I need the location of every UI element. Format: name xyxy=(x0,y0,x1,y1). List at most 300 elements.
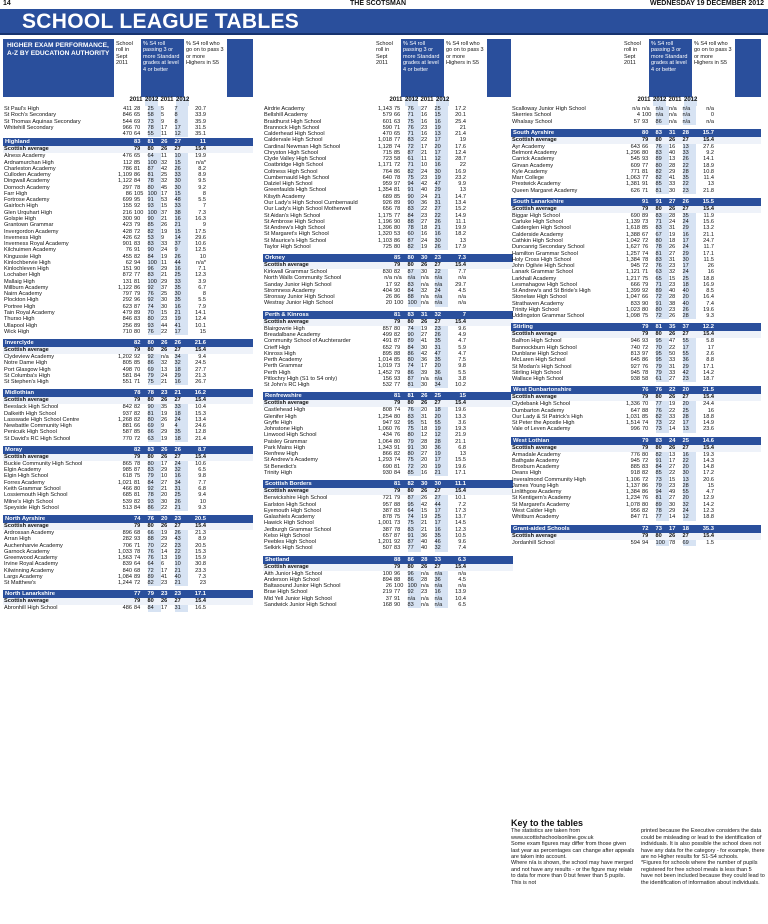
cell-value: 92 xyxy=(394,419,401,426)
cell-value: 1,244 xyxy=(118,580,132,587)
cell-value: 16 xyxy=(421,231,428,238)
school-name: South Lanarkshire xyxy=(513,198,564,205)
cell-value: 79 xyxy=(642,324,649,331)
cell-value: 92 xyxy=(642,288,649,295)
cell-value: 15 xyxy=(435,112,449,118)
cell-value: 80 xyxy=(407,488,414,495)
school-name: Farr High xyxy=(4,190,28,197)
cell-value: 86 xyxy=(148,505,162,511)
scottish-average-row xyxy=(511,445,761,452)
cell-value: 17.1 xyxy=(703,363,714,370)
cell-value: 813 xyxy=(630,350,640,357)
cell-value: 95 xyxy=(408,502,422,508)
cell-value: 97 xyxy=(394,181,401,188)
cell-value: 1,320 xyxy=(378,231,392,238)
cell-value: n/a xyxy=(435,275,449,281)
school-name: Skerries School xyxy=(512,112,552,119)
cell-value: n/a xyxy=(669,112,677,119)
authority-header-row xyxy=(3,339,253,347)
cell-value: 82 xyxy=(134,446,141,453)
school-name: Ullapool High xyxy=(4,322,38,329)
cell-value: 764 xyxy=(382,168,392,175)
cell-value: 770 xyxy=(122,435,132,442)
cell-value: 18 xyxy=(683,282,697,288)
cell-value: 92 xyxy=(148,354,162,360)
cell-value: 72 xyxy=(134,580,141,587)
cell-value: 93 xyxy=(148,323,162,329)
cell-value: 22 xyxy=(421,137,428,144)
school-name: St Columba's High xyxy=(4,372,51,379)
cell-value: 40 xyxy=(421,187,428,194)
cell-value: 78 xyxy=(408,225,422,231)
cell-value: 7.9 xyxy=(198,303,206,310)
cell-value: 1,175 xyxy=(378,212,392,219)
year-label: 2011 xyxy=(129,97,143,103)
cell-value: 16 xyxy=(175,216,189,222)
scottish-average-row xyxy=(263,400,513,407)
cell-value: 21 xyxy=(175,505,189,511)
school-name: Community School of Auchterarder xyxy=(264,338,351,345)
cell-value: 66 xyxy=(642,143,649,150)
cell-value: 87 xyxy=(394,338,401,345)
cell-value: 26 xyxy=(385,583,392,590)
cell-value: 31 xyxy=(435,345,449,351)
cell-value: 86 xyxy=(394,294,401,301)
cell-value: 1,201 xyxy=(378,539,392,546)
cell-value: 1,122 xyxy=(118,284,132,291)
cell-value: 71 xyxy=(134,542,141,549)
cell-value: 44 xyxy=(175,260,189,266)
cell-value: 7.3 xyxy=(198,573,206,580)
cell-value: n/a xyxy=(656,106,670,112)
cell-value: 1,254 xyxy=(378,413,392,420)
year-row xyxy=(263,97,513,106)
school-name: Newbattle Community High xyxy=(4,423,72,430)
cell-value: 300 xyxy=(122,215,132,222)
cell-value: 88 xyxy=(408,219,422,225)
cell-value: 44 xyxy=(435,502,449,508)
authority-header-row xyxy=(3,515,253,523)
cell-value: 10.5 xyxy=(455,532,466,539)
cell-value: 42 xyxy=(683,370,697,376)
cell-value: 75 xyxy=(394,514,401,521)
cell-value: 62 xyxy=(125,259,132,266)
cell-value: 8 xyxy=(175,119,189,125)
cell-value: 27 xyxy=(421,106,428,112)
cell-value: 35 xyxy=(435,338,449,344)
school-name: Ardrossan Academy xyxy=(4,530,55,537)
cell-value: 9 xyxy=(175,247,189,253)
cell-value: 13.9 xyxy=(455,589,466,596)
school-name: St Thomas Aquinas Secondary xyxy=(4,118,81,125)
cell-value: 24 xyxy=(161,247,168,254)
cell-value: 15.4 xyxy=(195,523,206,530)
cell-value: 19 xyxy=(175,316,189,322)
cell-value: 21 xyxy=(435,194,449,200)
cell-value: 26 xyxy=(161,598,168,605)
cell-value: 91 xyxy=(148,197,162,203)
cell-value: 28 xyxy=(683,414,697,420)
cell-value: 1,122 xyxy=(118,178,132,185)
cell-value xyxy=(374,564,394,571)
cell-value: 623 xyxy=(122,303,132,310)
cell-value: 26 xyxy=(161,146,168,153)
school-name: Stirling High School xyxy=(512,369,561,376)
cell-value: 9.8 xyxy=(198,473,206,480)
cell-value: 27 xyxy=(434,563,441,570)
cell-value: 31 xyxy=(421,413,428,420)
cell-value: 53 xyxy=(394,231,401,238)
cell-value: 18 xyxy=(421,225,428,232)
cell-value: 26 xyxy=(161,222,168,229)
cell-value: 24 xyxy=(683,244,697,250)
school-name: Invergordon Academy xyxy=(4,228,59,235)
cell-value: 1,381 xyxy=(626,181,640,188)
school-name: Aith Junior High School xyxy=(264,570,323,577)
header-highers: % S4 roll who go on to pass 3 or more Highers in S5 xyxy=(694,41,732,67)
cell-value: 17.5 xyxy=(195,228,206,235)
cell-value: 579 xyxy=(382,112,392,119)
cell-value: 100 xyxy=(148,210,162,216)
cell-value: 47 xyxy=(435,351,449,357)
school-name: Scottish average xyxy=(4,347,49,354)
cell-value: 78 xyxy=(148,178,162,184)
cell-value: n/a xyxy=(435,300,449,306)
school-name: Calderhead High School xyxy=(264,131,325,138)
cell-value: 95 xyxy=(656,338,670,344)
cell-value: 34 xyxy=(175,480,189,486)
year-row xyxy=(3,97,253,106)
cell-value: 15.4 xyxy=(455,563,466,570)
cell-value: 652 xyxy=(382,344,392,351)
school-name: Baltasound Junior High School xyxy=(264,583,341,590)
cell-value: 81 xyxy=(656,188,670,194)
cell-value: 12 xyxy=(175,131,189,137)
cell-value: 725 xyxy=(382,243,392,250)
cell-value: 13 xyxy=(707,181,714,188)
school-name: St Matthew's xyxy=(4,580,36,587)
table-spacer xyxy=(3,385,253,388)
cell-value: 90 xyxy=(148,247,162,253)
cell-value: n/a* xyxy=(196,159,206,166)
cell-value: 657 xyxy=(382,532,392,539)
cell-value: 27 xyxy=(434,488,441,495)
cell-value: 47 xyxy=(669,338,676,345)
cell-value xyxy=(114,515,134,523)
cell-value: 83 xyxy=(134,139,141,146)
cell-value: 930 xyxy=(382,470,392,477)
cell-value: n/a xyxy=(683,106,697,112)
cell-value: 76 xyxy=(147,516,154,523)
cell-value: 18.8 xyxy=(703,413,714,420)
cell-value: 881 xyxy=(122,423,132,430)
cell-value: 35 xyxy=(683,175,697,181)
school-name: Lanark Grammar School xyxy=(512,269,573,276)
cell-value: 20.1 xyxy=(455,112,466,119)
cell-value: 927 xyxy=(630,363,640,370)
cell-value: 486 xyxy=(122,605,132,612)
cell-value: 27 xyxy=(682,394,689,401)
cell-value: 21 xyxy=(175,568,189,574)
cell-value: 22 xyxy=(161,504,168,511)
cell-value: 15 xyxy=(199,328,206,335)
cell-value: 79 xyxy=(134,291,141,298)
school-name: Lossiemouth High School xyxy=(4,492,68,499)
cell-value: 95 xyxy=(656,357,670,363)
cell-value: 90 xyxy=(408,332,422,338)
cell-value: 594 xyxy=(630,539,640,546)
cell-value: 15.4 xyxy=(455,318,466,325)
key-paragraph: Where n/a is shown, the school may have merged and not have any results - or the figure may relate to data for more than 0 but fewer than 5 pupils. This is not xyxy=(511,860,633,886)
cell-value: 17 xyxy=(161,460,168,467)
cell-value: 24 xyxy=(175,461,189,467)
cell-value: 91 xyxy=(394,444,401,451)
cell-value xyxy=(622,437,642,445)
cell-value: 1,217 xyxy=(626,275,640,282)
table-spacer xyxy=(263,476,513,479)
cell-value: 29 xyxy=(161,536,168,543)
cell-value: 80 xyxy=(147,146,154,153)
cell-value: 16 xyxy=(435,119,449,125)
school-name: Lasswade High School Centre xyxy=(4,416,80,423)
cell-value: 93 xyxy=(642,118,649,125)
cell-value xyxy=(114,454,134,461)
cell-value: 29 xyxy=(669,168,676,175)
header-standard-grades: % S4 roll passing 3 or more Standard grades at level 4 or better xyxy=(401,39,444,97)
scottish-average-row xyxy=(263,262,513,269)
cell-value: 956 xyxy=(630,508,640,515)
cell-value: 847 xyxy=(630,514,640,521)
authority-header-row xyxy=(3,389,253,397)
cell-value xyxy=(622,129,642,137)
cell-value: 80 xyxy=(655,331,662,338)
cell-value: 22 xyxy=(435,269,449,275)
cell-value: n/a xyxy=(706,118,714,125)
cell-value: 75 xyxy=(408,175,422,181)
cell-value: 27 xyxy=(174,453,181,460)
cell-value: 15.4 xyxy=(195,146,206,153)
cell-value: 14 xyxy=(175,235,189,241)
cell-value: 6.3 xyxy=(457,556,466,563)
cell-value: 86 xyxy=(642,482,649,489)
cell-value: 19 xyxy=(161,435,168,442)
cell-value: 37 xyxy=(175,241,189,247)
cell-value: 27 xyxy=(174,397,181,404)
year-label: 2012 xyxy=(653,97,666,106)
cell-value: n/a xyxy=(669,106,677,112)
cell-value: 31 xyxy=(435,200,449,206)
cell-value: 13.7 xyxy=(455,514,466,521)
cell-value: 29 xyxy=(161,467,168,474)
cell-value: 30 xyxy=(669,501,676,508)
cell-value: 33 xyxy=(175,279,189,285)
cell-value: 19 xyxy=(435,426,449,432)
cell-value xyxy=(114,590,134,598)
cell-value: 77 xyxy=(134,272,141,279)
cell-value: 14.7 xyxy=(455,193,466,200)
cell-value: 73 xyxy=(394,520,401,527)
cell-value: 14 xyxy=(161,548,168,555)
cell-value: 11.1 xyxy=(455,218,466,225)
cell-value: 66 xyxy=(134,423,141,430)
school-name: Elgin Academy xyxy=(4,467,42,474)
school-name: Dalziel High School xyxy=(264,181,313,188)
cell-value: 9.6 xyxy=(458,539,466,546)
cell-value: 100 xyxy=(656,540,670,546)
cell-value: 88 xyxy=(408,294,422,300)
cell-value: 16.9 xyxy=(455,168,466,175)
cell-value: 91 xyxy=(408,187,422,193)
cell-value: 878 xyxy=(382,514,392,521)
school-name: Galashiels Academy xyxy=(264,514,315,521)
cell-value: 27 xyxy=(682,444,689,451)
cell-value: n/a xyxy=(683,119,697,125)
cell-value: 76 xyxy=(148,291,162,297)
cell-value: 20.7 xyxy=(195,106,206,112)
cell-value: 1,293 xyxy=(378,457,392,464)
cell-value: 53 xyxy=(148,235,162,241)
cell-value: 507 xyxy=(382,545,392,552)
cell-value: 79 xyxy=(134,146,141,153)
cell-value: 89 xyxy=(148,574,162,580)
cell-value: 36 xyxy=(421,357,428,364)
cell-value: 87 xyxy=(394,532,401,539)
cell-value: 25 xyxy=(434,393,441,400)
cell-value xyxy=(114,598,134,605)
cell-value: 28 xyxy=(669,294,676,301)
cell-value: 15 xyxy=(175,160,189,166)
school-name: Scottish average xyxy=(512,532,557,539)
cell-value: 715 xyxy=(382,149,392,156)
cell-value: 14.6 xyxy=(702,437,714,444)
school-name: Penicuik High School xyxy=(4,429,57,436)
cell-value: 645 xyxy=(630,357,640,364)
school-name: Wick High xyxy=(4,328,30,335)
cell-value: n/a xyxy=(458,583,466,590)
cell-value: 63 xyxy=(656,269,670,275)
school-name: St Andrew's and St Bride's High xyxy=(512,288,591,295)
school-name: North Walls Community School xyxy=(264,275,342,282)
school-name: Thurso High xyxy=(4,316,35,323)
cell-value: 1,399 xyxy=(626,288,640,295)
cell-value: 15 xyxy=(669,275,676,282)
cell-value: 545 xyxy=(630,156,640,163)
table-header xyxy=(511,39,761,97)
cell-value: 86 xyxy=(642,489,649,496)
cell-value: 23 xyxy=(421,124,428,131)
cell-value: 26 xyxy=(421,495,428,502)
cell-value: 17 xyxy=(435,520,449,526)
cell-value: 19.9 xyxy=(455,225,466,232)
cell-value: n/a xyxy=(421,294,429,301)
school-name: Lesmahagow High School xyxy=(512,281,577,288)
cell-value: 86 xyxy=(148,429,162,435)
cell-value: 706 xyxy=(122,542,132,549)
school-name: St John's RC High xyxy=(264,382,310,389)
cell-value: 83 xyxy=(134,316,141,323)
cell-value: 1,128 xyxy=(378,143,392,150)
cell-value xyxy=(114,446,134,454)
page-number: 14 xyxy=(3,0,11,7)
school-name: St Aidan's High School xyxy=(264,212,321,219)
cell-value: 77 xyxy=(394,212,401,219)
cell-value: 31 xyxy=(175,486,189,492)
cell-value: n/a xyxy=(458,275,466,282)
cell-value: 83 xyxy=(134,241,141,248)
cell-value: 23 xyxy=(199,580,206,587)
cell-value: 846 xyxy=(122,112,132,119)
cell-value: 33 xyxy=(175,404,189,410)
school-name: Fortrose Academy xyxy=(4,197,50,204)
cell-value: 68 xyxy=(134,567,141,574)
cell-value: 36 xyxy=(435,445,449,451)
cell-value: 4 xyxy=(175,423,189,429)
cell-value: 81 xyxy=(147,139,154,146)
cell-value: 76 xyxy=(642,387,649,394)
cell-value: n/a xyxy=(435,294,449,300)
cell-value: 17.2 xyxy=(703,470,714,477)
cell-value: 78 xyxy=(134,548,141,555)
cell-value: 15 xyxy=(459,393,466,400)
cell-value: 100 xyxy=(148,191,162,197)
cell-value: 96 xyxy=(394,570,401,577)
cell-value: 8 xyxy=(202,190,206,197)
cell-value: 72 xyxy=(642,344,649,351)
cell-value: 13.4 xyxy=(195,416,206,423)
table-spacer xyxy=(511,521,761,524)
cell-value: 80 xyxy=(656,163,670,169)
cell-value: 42 xyxy=(421,501,428,508)
cell-value: 78 xyxy=(394,206,401,213)
school-name: Dingwall Academy xyxy=(4,178,50,185)
cell-value: 26 xyxy=(161,347,168,354)
scottish-average-row xyxy=(3,347,253,354)
cell-value: 32 xyxy=(421,287,428,294)
cell-value xyxy=(114,138,134,146)
cell-value: 33 xyxy=(175,172,189,178)
school-name: Nairn Academy xyxy=(4,291,42,298)
cell-value: 23 xyxy=(435,326,449,332)
cell-value: 23 xyxy=(161,316,168,323)
cell-value: 87 xyxy=(408,238,422,244)
cell-value: 58 xyxy=(148,112,162,118)
cell-value: 31 xyxy=(421,311,428,318)
school-name: Wallace High School xyxy=(512,376,564,383)
cell-value: 86 xyxy=(134,172,141,179)
cell-value: 91 xyxy=(656,301,670,307)
cell-value: 7.5 xyxy=(458,357,466,364)
cell-value: 29 xyxy=(175,373,189,379)
cell-value xyxy=(114,347,134,354)
cell-value: 92 xyxy=(134,203,141,210)
cell-value: n/a xyxy=(683,112,697,118)
cell-value: 82 xyxy=(394,269,401,276)
cell-value: 19 xyxy=(669,231,676,238)
cell-value: 10 xyxy=(199,498,206,505)
cell-value: 77 xyxy=(394,382,401,389)
cell-value: 85 xyxy=(642,413,649,420)
cell-value: 70 xyxy=(148,310,162,316)
cell-value: 10.6 xyxy=(195,241,206,248)
school-name: Renfrew High xyxy=(264,451,298,458)
cell-value: 22 xyxy=(669,407,676,414)
cell-value: 21 xyxy=(161,272,168,279)
cell-value: 894 xyxy=(382,576,392,583)
cell-value: 14.9 xyxy=(455,212,466,219)
cell-value: 21 xyxy=(174,390,181,397)
cell-value: 17.1 xyxy=(455,470,466,477)
cell-value: 1,396 xyxy=(378,225,392,232)
